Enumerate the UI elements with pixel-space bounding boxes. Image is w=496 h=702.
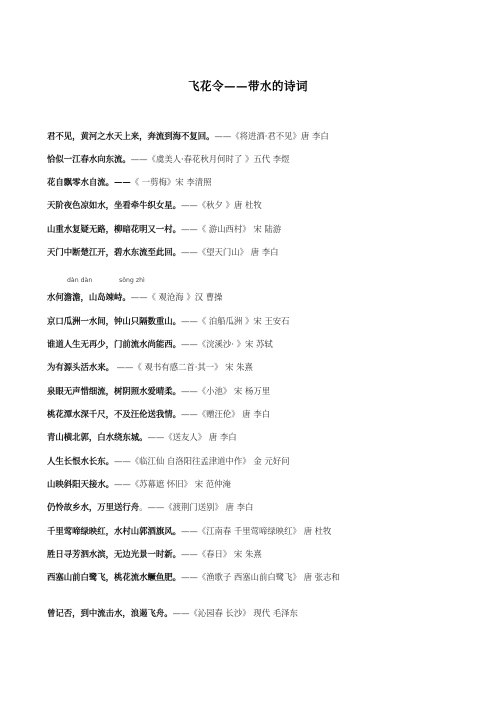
poem-line (47, 456, 467, 467)
poem-line (47, 247, 467, 258)
poem-line (47, 200, 467, 211)
poem-verse: 仍怜故乡水，万里送行舟 (47, 502, 140, 512)
poem-line (47, 177, 467, 188)
poem-verse: 山映斜阳天接水。 (47, 479, 114, 489)
poem-line (47, 292, 467, 303)
poem-verse: 曾记否，到中流击水，浪遏飞舟。 (47, 608, 173, 618)
document-title: 飞花令——带水的诗词 (188, 79, 308, 93)
poem-source: ——《沁园春 长沙》 现代 毛泽东 (172, 608, 298, 618)
poem-source: ——《春日》 宋 朱熹 (181, 549, 262, 559)
poem-line (47, 479, 467, 490)
poem-source: ——《赠汪伦》 唐 李白 (181, 409, 271, 419)
poem-verse: 人生长恨水长东。 (47, 456, 114, 466)
poem-verse: 胜日寻芳泗水滨，无边光景一时新。 (47, 549, 181, 559)
poem-line (47, 572, 467, 583)
poem-verse: 谁道人生无再少，门前流水尚能西。 (47, 339, 181, 349)
poem-verse: 京口瓜洲一水间，钟山只隔数重山。 (47, 316, 181, 326)
poem-verse: 恰似一江春水向东流。 (47, 154, 131, 164)
poem-verse: 水何澹澹，山岛竦峙。 (47, 292, 131, 302)
poem-verse: 天门中断楚江开，碧水东流至此回。 (47, 247, 181, 257)
poem-line (47, 386, 467, 397)
poem-verse: 花自飘零水自流。—— (47, 177, 131, 187)
poem-line (47, 339, 467, 350)
poem-verse: 青山横北郭，白水绕东城。 (47, 432, 148, 442)
poem-verse: 泉眼无声惜细流，树阴照水爱晴柔。 (47, 386, 181, 396)
poem-verse: 为有源头活水来。 (47, 362, 114, 372)
poem-source: ——《 泊船瓜洲 》宋 王安石 (181, 316, 290, 326)
poem-source: ——《浣溪沙· 》宋 苏轼 (181, 339, 273, 349)
pinyin-annotation: sǒng zhì (119, 277, 145, 284)
poem-line (47, 224, 467, 235)
poem-source: ——《小池》 宋 杨万里 (181, 386, 271, 396)
poem-source: ——《望天门山》 唐 李白 (181, 247, 279, 257)
poem-source: ——《渔歌子 西塞山前白鹭飞》 唐 张志和 (181, 572, 340, 582)
pinyin-annotation: dàn dàn (67, 277, 93, 284)
poem-source: ——《苏幕遮 怀旧》 宋 范仲淹 (114, 479, 231, 489)
poem-line (47, 131, 467, 142)
poem-verse: 君不见，黄河之水天上来，奔流到海不复回。 (47, 131, 215, 141)
poem-line (47, 608, 467, 619)
poem-verse: 千里莺啼绿映红，水村山郭酒旗风。 (47, 526, 181, 536)
poem-source: ——《虞美人·春花秋月何时了 》五代 李煜 (130, 154, 290, 164)
poem-source: ——《送友人》 唐 李白 (147, 432, 237, 442)
poem-line (47, 549, 467, 560)
poem-source: 《 一剪梅》宋 李清照 (130, 177, 212, 187)
poem-verse: 西塞山前白鹭飞，桃花流水鳜鱼肥。 (47, 572, 181, 582)
poem-verse: 天阶夜色凉如水，坐看牵牛织女星。 (47, 200, 181, 210)
poem-line (47, 154, 467, 165)
poem-line (47, 362, 467, 373)
poem-verse: 桃花潭水深千尺，不及汪伦送我情。 (47, 409, 181, 419)
poem-source: ——《 游山西村》 宋 陆游 (181, 224, 282, 234)
poem-line (47, 432, 467, 443)
poem-source: ——《 观书有感二首·其一》 宋 朱熹 (114, 362, 253, 372)
poem-source: ——《临江仙 自洛阳往孟津道中作》 金 元好问 (114, 456, 290, 466)
poem-line (47, 526, 467, 537)
poem-line (47, 502, 467, 513)
poem-verse: 山重水复疑无路，柳暗花明又一村。 (47, 224, 181, 234)
poem-source: ——《秋夕 》唐 杜牧 (181, 200, 262, 210)
poem-source: ——《将进酒·君不见》唐 李白 (214, 131, 329, 141)
poem-source: 。——《渡荆门送别》 唐 李白 (139, 502, 254, 512)
poem-line (47, 409, 467, 420)
poem-line (47, 316, 467, 327)
poem-source: ——《 观沧海 》汉 曹操 (130, 292, 223, 302)
poem-source: ——《江南春 千里莺啼绿映红》 唐 杜牧 (181, 526, 332, 536)
